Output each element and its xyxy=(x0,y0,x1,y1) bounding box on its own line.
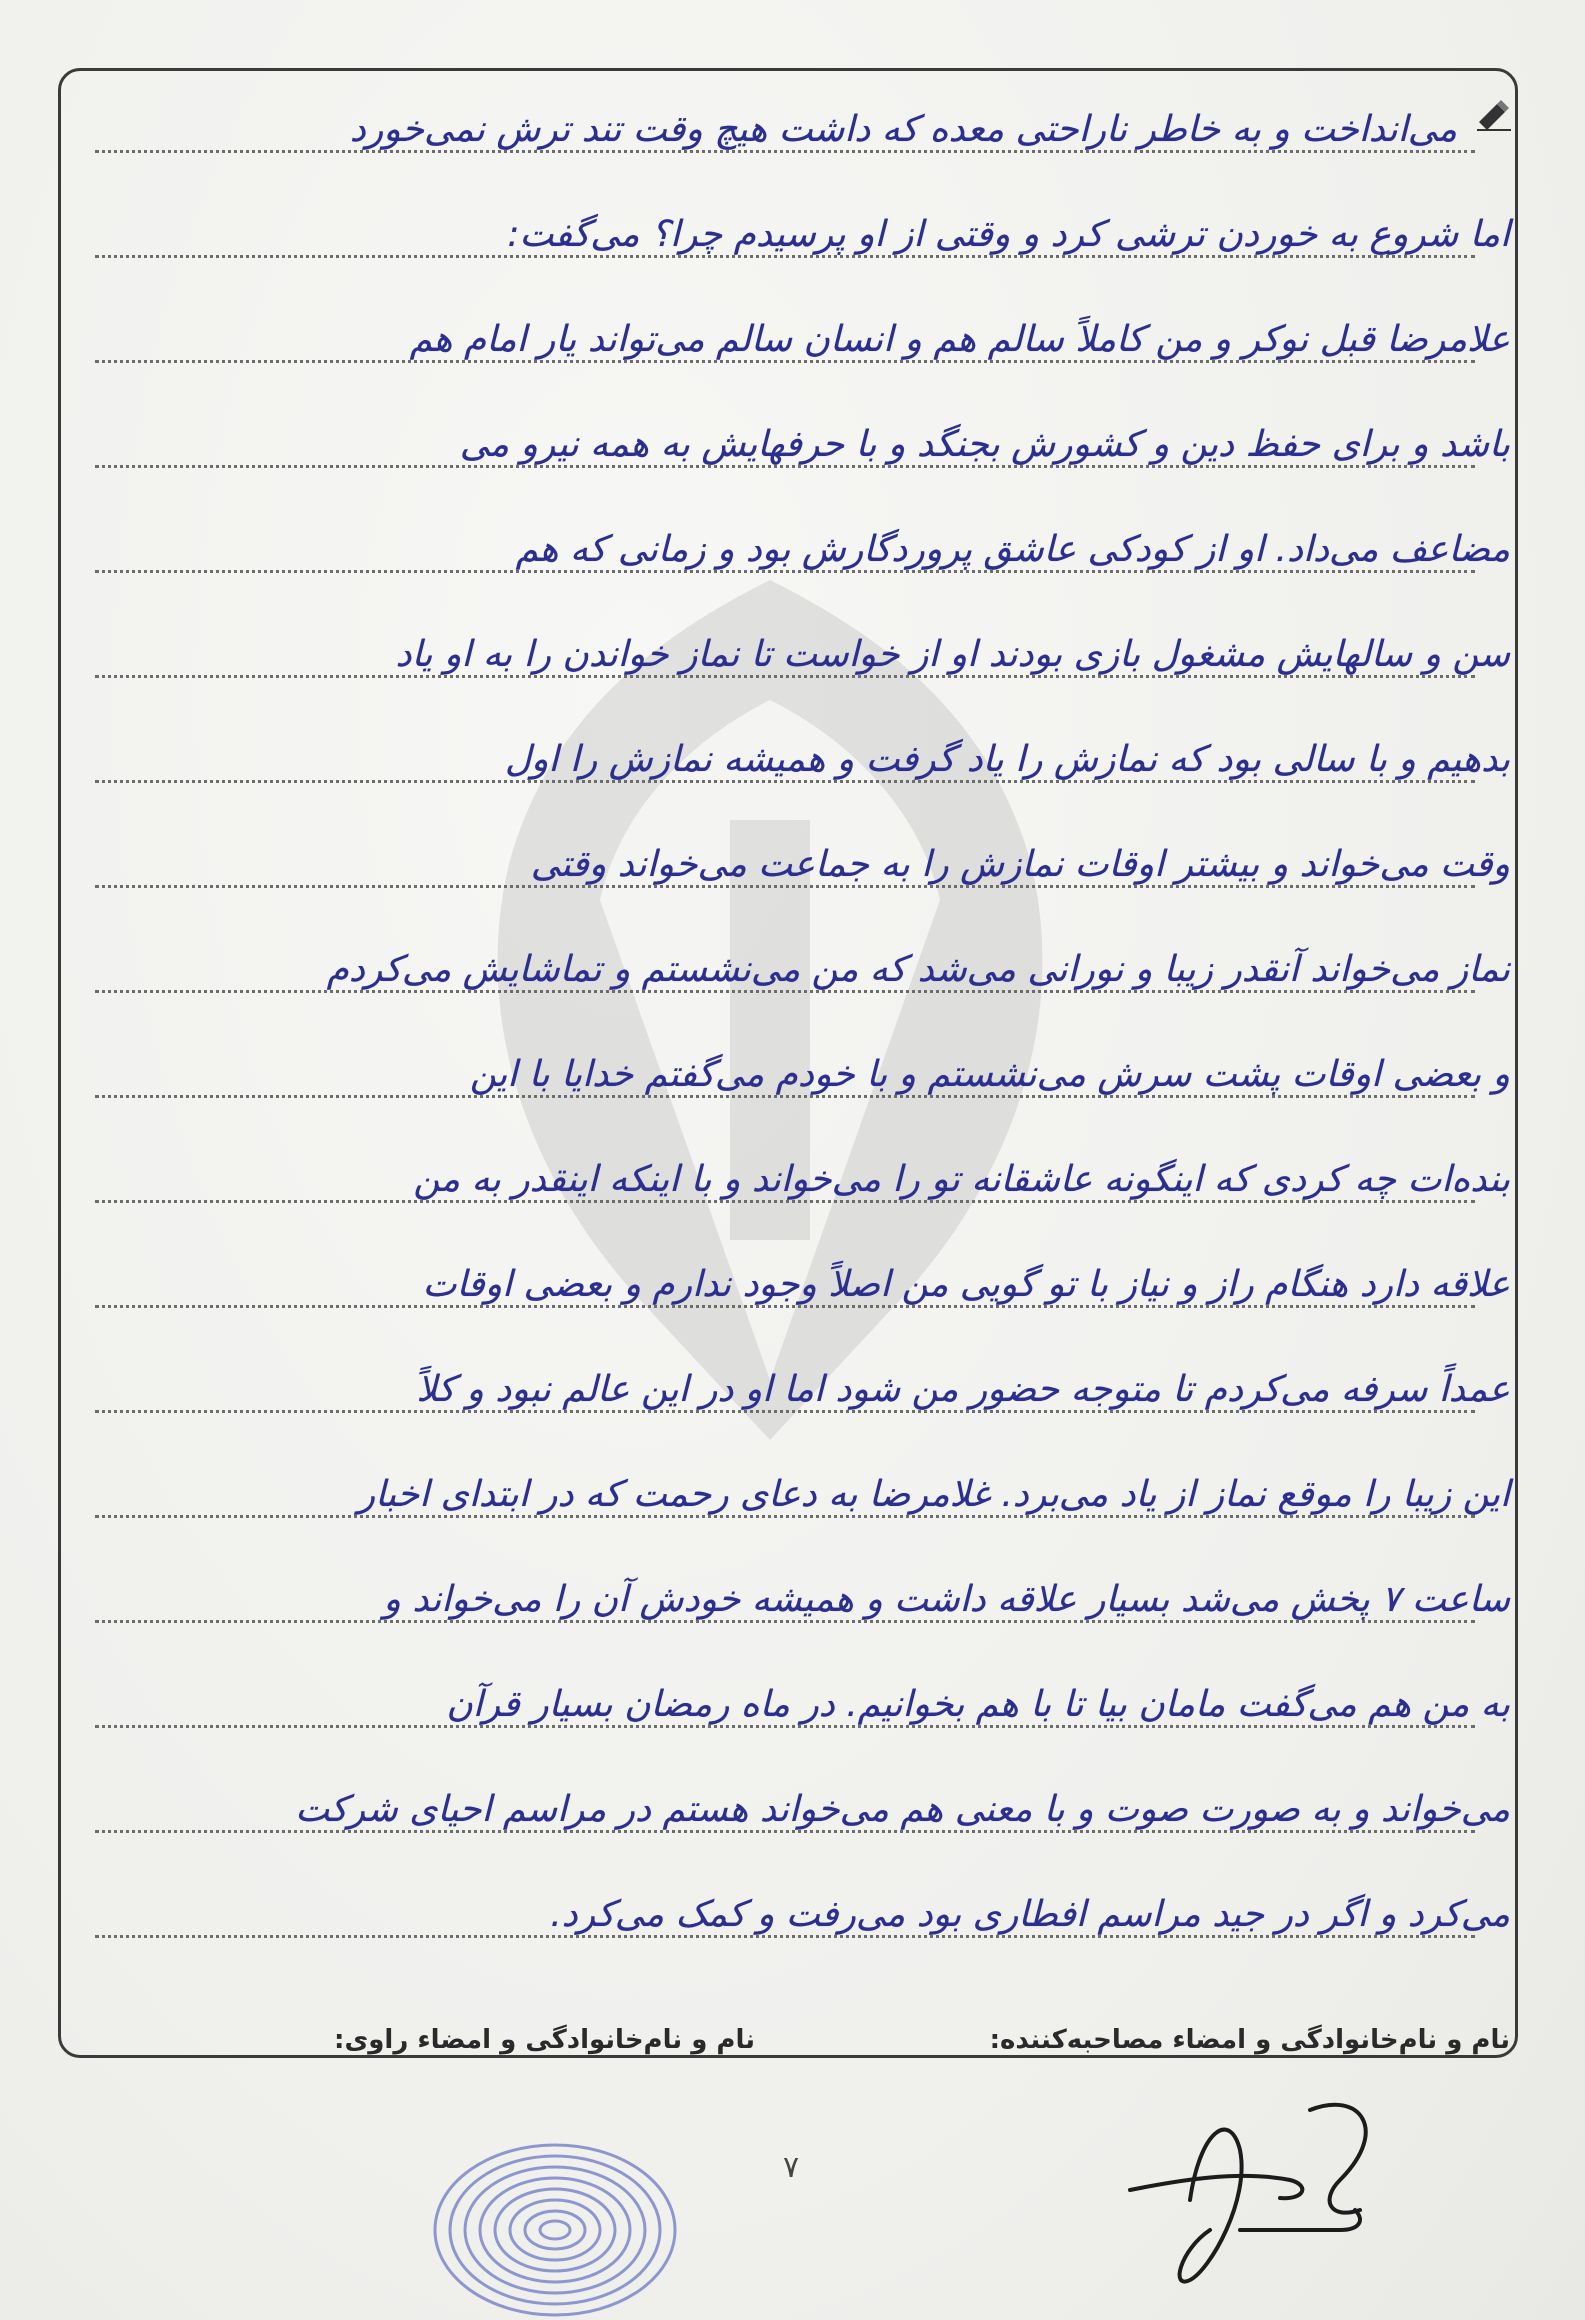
handwritten-line: باشد و برای حفظ دین و کشورش بجنگد و با حرفهایش به همه نیرو می xyxy=(459,424,1510,465)
handwritten-line: علامرضا قبل نوکر و من کاملاً سالم هم و انسان سالم می‌تواند یار امام هم xyxy=(409,319,1510,360)
pen-writing-icon xyxy=(1475,98,1515,132)
signature xyxy=(1090,2070,1410,2300)
handwritten-line: می‌کرد و اگر در جید مراسم افطاری بود می‌رفت و کمک می‌کرد. xyxy=(550,1894,1510,1935)
handwritten-line: به من هم می‌گفت مامان بیا تا با هم بخوانیم. در ماه رمضان بسیار قرآن xyxy=(446,1684,1510,1725)
handwritten-line: می‌خواند و به صورت صوت و با معنی هم می‌خواند هستم در مراسم احیای شرکت xyxy=(295,1789,1510,1830)
narrator-signature-label: نام و نام‌خانوادگی و امضاء راوی: xyxy=(334,2025,755,2055)
handwritten-line: سن و سالهایش مشغول بازی بودند او از خواست تا نماز خواندن را به او یاد xyxy=(395,634,1510,675)
handwritten-line: بدهیم و با سالی بود که نمازش را یاد گرفت و همیشه نمازش را اول xyxy=(504,739,1510,780)
handwritten-line: مضاعف می‌داد. او از کودکی عاشق پروردگارش بود و زمانی که هم xyxy=(515,529,1510,570)
handwritten-line: این زیبا را موقع نماز از یاد می‌برد. غلامرضا به دعای رحمت که در ابتدای اخبار xyxy=(357,1474,1510,1515)
handwritten-line: وقت می‌خواند و بیشتر اوقات نمازش را به جماعت می‌خواند وقتی xyxy=(530,844,1510,885)
handwritten-line: و بعضی اوقات پشت سرش می‌نشستم و با خودم می‌گفتم خدایا با این xyxy=(469,1054,1510,1095)
handwritten-line: علاقه دارد هنگام راز و نیاز با تو گویی من اصلاً وجود ندارم و بعضی اوقات xyxy=(422,1264,1510,1305)
interviewer-signature-label: نام و نام‌خانوادگی و امضاء مصاحبه‌کننده: xyxy=(989,2025,1510,2055)
handwritten-line: نماز می‌خواند آنقدر زیبا و نورانی می‌شد که من می‌نشستم و تماشایش می‌کردم xyxy=(326,949,1510,990)
handwritten-line: می‌انداخت و به خاطر ناراحتی معده که داشت هیچ وقت تند ترش نمی‌خورد xyxy=(349,109,1457,150)
page-number: ۷ xyxy=(783,2150,800,2185)
handwritten-line: بنده‌ات چه کردی که اینگونه عاشقانه تو را می‌خواند و با اینکه اینقدر به من xyxy=(413,1159,1510,1200)
fingerprint xyxy=(415,2120,695,2320)
handwritten-line: عمداً سرفه می‌کردم تا متوجه حضور من شود اما او در این عالم نبود و کلاً xyxy=(416,1369,1510,1410)
handwritten-line: ساعت ۷ پخش می‌شد بسیار علاقه داشت و همیشه خودش آن را می‌خواند و xyxy=(383,1579,1510,1620)
handwritten-line: اما شروع به خوردن ترشی کرد و وقتی از او پرسیدم چرا؟ می‌گفت: xyxy=(507,214,1510,255)
